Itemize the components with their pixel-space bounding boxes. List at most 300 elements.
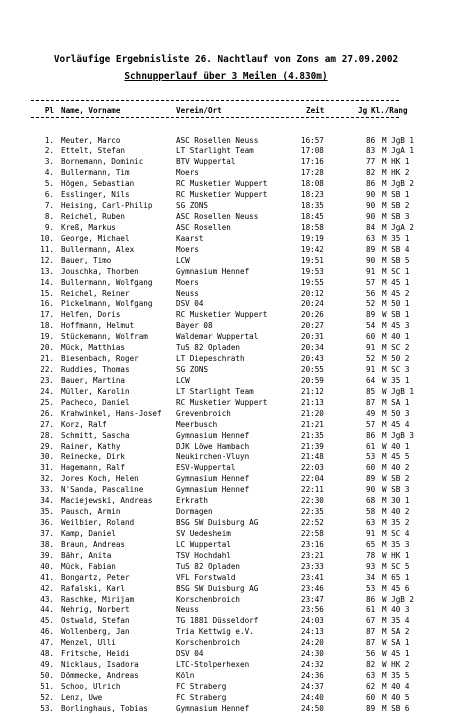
table-row: [0, 572, 452, 583]
table-row: [0, 222, 452, 233]
row-place: 14.: [40, 277, 54, 287]
row-club: RC Musketier Wuppert: [176, 179, 268, 189]
row-club: BTV Wuppertal: [176, 157, 236, 167]
row-club: LT Starlight Team: [176, 386, 254, 396]
row-class-rank: M JgA 1: [382, 146, 415, 156]
row-class-rank: M JgB 1: [382, 135, 415, 145]
row-class-rank: M SC 5: [382, 561, 410, 571]
row-time: 22:58: [301, 528, 324, 538]
row-place: 51.: [40, 682, 54, 691]
row-name: Bongartz, Peter: [61, 572, 130, 582]
row-year: 89: [366, 310, 376, 320]
row-year: 67: [366, 616, 376, 626]
row-club: TSV Hochdahl: [176, 550, 231, 560]
row-club: LT Starlight Team: [176, 146, 254, 156]
row-class-rank: M 35 1: [382, 233, 410, 243]
row-name: Högen, Sebastian: [61, 179, 135, 189]
row-club: Moers: [176, 277, 199, 287]
row-class-rank: M 45 2: [382, 288, 410, 298]
table-row: [0, 288, 452, 299]
table-row: [0, 550, 452, 561]
row-time: 20:26: [301, 310, 324, 320]
table-row: [0, 681, 452, 692]
row-place: 48.: [40, 649, 54, 659]
table-row: [0, 255, 452, 266]
row-time: 23:21: [301, 550, 324, 560]
table-row: [0, 408, 452, 419]
row-year: 93: [366, 561, 376, 571]
row-name: Korz, Ralf: [61, 419, 107, 429]
row-year: 77: [366, 157, 376, 167]
row-class-rank: M 45 4: [382, 419, 410, 429]
row-year: 34: [366, 572, 376, 582]
row-name: Jouschka, Thorben: [61, 266, 139, 276]
row-name: Helfen, Doris: [61, 310, 121, 320]
row-place: 1.: [44, 135, 54, 145]
row-time: 20:55: [301, 365, 324, 375]
row-place: 23.: [40, 375, 54, 385]
row-class-rank: M SC 2: [382, 343, 410, 353]
row-name: Ettelt, Stefan: [61, 146, 126, 156]
table-row: [0, 462, 452, 473]
row-name: Reinecke, Dirk: [61, 452, 126, 462]
row-year: 57: [366, 277, 376, 287]
row-club: ESV-Wuppertal: [176, 463, 236, 473]
row-year: 65: [366, 539, 376, 549]
row-name: Mück, Matthias: [61, 343, 126, 353]
row-name: Kamp, Daniel: [61, 528, 116, 538]
row-club: Moers: [176, 168, 199, 178]
row-time: 20:12: [301, 288, 324, 298]
row-name: Meuter, Marco: [61, 135, 121, 145]
table-row: [0, 495, 452, 506]
row-year: 78: [366, 550, 376, 560]
table-row: [0, 364, 452, 375]
row-club: Dormagen: [176, 507, 213, 517]
row-class-rank: M 40 3: [382, 605, 410, 615]
row-place: 41.: [40, 572, 54, 582]
row-club: TuS 82 Opladen: [176, 561, 241, 571]
row-class-rank: W 35 1: [382, 375, 410, 385]
row-club: LT Diepeschrath: [176, 354, 245, 364]
row-place: 36.: [40, 518, 54, 528]
table-row: [0, 517, 452, 528]
table-row: [0, 703, 452, 714]
row-year: 63: [366, 233, 376, 243]
row-name: N'Sanda, Pascaline: [61, 485, 144, 495]
row-place: 5.: [44, 179, 54, 189]
row-place: 43.: [40, 594, 54, 604]
row-name: Krahwinkel, Hans-Josef: [61, 408, 162, 418]
header-class-rank: Kl./Rang: [371, 106, 408, 115]
row-year: 49: [366, 408, 376, 418]
table-row: [0, 506, 452, 517]
row-class-rank: M 50 1: [382, 299, 410, 309]
header-rule-bottom: [31, 117, 399, 118]
row-time: 24:50: [301, 703, 324, 713]
row-time: 18:45: [301, 212, 324, 221]
row-place: 47.: [40, 638, 54, 648]
row-class-rank: M JgB 2: [382, 179, 415, 189]
row-class-rank: M 35 3: [382, 539, 410, 549]
row-time: 21:20: [301, 408, 324, 418]
row-year: 64: [366, 375, 376, 385]
row-class-rank: M JgA 2: [382, 222, 415, 232]
row-club: Kaarst: [176, 233, 204, 243]
row-time: 23:41: [301, 572, 324, 582]
row-class-rank: M 45 5: [382, 452, 410, 462]
row-name: Rainer, Kathy: [61, 441, 121, 451]
row-class-rank: M 35 4: [382, 616, 410, 626]
row-name: Reichel, Ruben: [61, 212, 126, 221]
row-name: Bauer, Timo: [61, 255, 112, 265]
row-club: TG 1881 Düsseldorf: [176, 616, 259, 626]
row-place: 45.: [40, 616, 54, 626]
row-name: Hagemann, Ralf: [61, 463, 126, 473]
row-place: 22.: [40, 365, 54, 375]
row-year: 82: [366, 168, 376, 178]
row-year: 63: [366, 518, 376, 528]
row-club: DSV 04: [176, 649, 204, 659]
row-club: Moers: [176, 244, 199, 254]
row-class-rank: W JgB 1: [382, 386, 415, 396]
row-place: 37.: [40, 528, 54, 538]
row-year: 90: [366, 212, 376, 221]
row-club: LC Wuppertal: [176, 539, 231, 549]
row-place: 24.: [40, 386, 54, 396]
row-place: 50.: [40, 671, 54, 681]
row-time: 24:03: [301, 616, 324, 626]
row-year: 85: [366, 386, 376, 396]
row-class-rank: W SA 1: [382, 638, 410, 648]
row-class-rank: W HK 1: [382, 550, 410, 560]
row-time: 18:08: [301, 179, 324, 189]
row-club: BSG SW Duisburg AG: [176, 518, 259, 528]
row-place: 42.: [40, 583, 54, 593]
row-year: 86: [366, 135, 376, 145]
row-year: 62: [366, 682, 376, 691]
row-class-rank: W SB 2: [382, 474, 410, 484]
row-year: 90: [366, 485, 376, 495]
row-time: 22:52: [301, 518, 324, 528]
row-place: 3.: [44, 157, 54, 167]
row-class-rank: M HK 1: [382, 157, 410, 167]
header-time: Zeit: [306, 106, 325, 115]
row-year: 91: [366, 266, 376, 276]
row-name: Esslinger, Nils: [61, 190, 130, 200]
table-row: [0, 353, 452, 364]
row-name: Fritsche, Heidi: [61, 649, 130, 659]
table-row: [0, 233, 452, 244]
row-place: 9.: [44, 222, 54, 232]
row-time: 18:58: [301, 222, 324, 232]
row-name: Mück, Fabian: [61, 561, 116, 571]
table-row: [0, 583, 452, 594]
row-name: Rafalski, Karl: [61, 583, 126, 593]
row-place: 10.: [40, 233, 54, 243]
row-place: 38.: [40, 539, 54, 549]
table-row: [0, 637, 452, 648]
row-name: Maciejewski, Andreas: [61, 496, 153, 506]
row-time: 17:28: [301, 168, 324, 178]
row-class-rank: M SC 1: [382, 266, 410, 276]
table-row: [0, 594, 452, 605]
row-time: 18:23: [301, 190, 324, 200]
document-title: Vorläufige Ergebnisliste 26. Nachtlauf von Zons am 27.09.2002: [53, 54, 399, 65]
row-club: LCW: [176, 255, 190, 265]
row-club: LCW: [176, 375, 190, 385]
table-row: [0, 473, 452, 484]
table-row: [0, 451, 452, 462]
row-time: 20:24: [301, 299, 324, 309]
table-row: [0, 528, 452, 539]
row-name: Heising, Carl-Philip: [61, 201, 153, 211]
row-place: 21.: [40, 354, 54, 364]
row-class-rank: M SC 3: [382, 365, 410, 375]
table-row: [0, 266, 452, 277]
row-time: 22:30: [301, 496, 324, 506]
table-row: [0, 342, 452, 353]
row-time: 21:48: [301, 452, 324, 462]
row-name: Braun, Andreas: [61, 539, 126, 549]
table-row: [0, 692, 452, 703]
row-place: 12.: [40, 255, 54, 265]
table-row: [0, 670, 452, 681]
row-class-rank: M 45 6: [382, 583, 410, 593]
row-name: Biesenbach, Roger: [61, 354, 139, 364]
row-year: 91: [366, 343, 376, 353]
row-class-rank: M 40 2: [382, 463, 410, 473]
table-row: [0, 200, 452, 211]
row-class-rank: M SB 2: [382, 201, 410, 211]
row-place: 25.: [40, 397, 54, 407]
row-class-rank: M 30 1: [382, 496, 410, 506]
row-year: 56: [366, 649, 376, 659]
row-place: 15.: [40, 288, 54, 298]
row-time: 18:35: [301, 201, 324, 211]
row-year: 87: [366, 638, 376, 648]
row-club: Gymnasium Hennef: [176, 474, 250, 484]
row-year: 58: [366, 507, 376, 517]
row-year: 86: [366, 594, 376, 604]
row-class-rank: M 40 5: [382, 692, 410, 702]
row-year: 52: [366, 299, 376, 309]
row-time: 20:59: [301, 375, 324, 385]
row-time: 20:43: [301, 354, 324, 364]
row-time: 22:04: [301, 474, 324, 484]
row-place: 39.: [40, 550, 54, 560]
row-name: Weilbier, Roland: [61, 518, 135, 528]
row-class-rank: M 50 3: [382, 408, 410, 418]
row-place: 7.: [44, 201, 54, 211]
table-row: [0, 178, 452, 189]
row-place: 27.: [40, 419, 54, 429]
row-place: 35.: [40, 507, 54, 517]
row-time: 20:27: [301, 321, 324, 331]
row-place: 2.: [44, 146, 54, 156]
race-subtitle: Schnupperlauf über 3 Meilen (4.830m): [124, 71, 328, 82]
row-club: Waldemar Wuppertal: [176, 332, 259, 342]
row-time: 23:33: [301, 561, 324, 571]
row-place: 6.: [44, 190, 54, 200]
row-time: 24:40: [301, 692, 324, 702]
row-time: 23:16: [301, 539, 324, 549]
row-class-rank: W SB 3: [382, 485, 410, 495]
row-name: Menzel, Ulli: [61, 638, 116, 648]
table-row: [0, 397, 452, 408]
row-place: 49.: [40, 660, 54, 670]
table-row: [0, 298, 452, 309]
table-row: [0, 331, 452, 342]
row-class-rank: M SB 5: [382, 255, 410, 265]
row-class-rank: M HK 2: [382, 168, 410, 178]
row-club: RC Musketier Wuppert: [176, 310, 268, 320]
row-place: 30.: [40, 452, 54, 462]
row-name: Nicklaus, Isadora: [61, 660, 139, 670]
table-row: [0, 484, 452, 495]
row-place: 29.: [40, 441, 54, 451]
row-club: Meerbusch: [176, 419, 218, 429]
row-name: Kreß, Markus: [61, 222, 116, 232]
row-year: 90: [366, 190, 376, 200]
row-class-rank: M 45 3: [382, 321, 410, 331]
row-place: 17.: [40, 310, 54, 320]
row-name: Borlinghaus, Tobias: [61, 703, 148, 713]
row-club: Erkrath: [176, 496, 209, 506]
row-year: 91: [366, 528, 376, 538]
row-place: 53.: [40, 703, 54, 713]
header-name: Name, Vorname: [61, 106, 121, 115]
row-year: 60: [366, 332, 376, 342]
row-club: FC Straberg: [176, 682, 227, 691]
table-row: [0, 430, 452, 441]
row-club: Gymnasium Hennef: [176, 703, 250, 713]
row-club: SG ZONS: [176, 201, 209, 211]
row-time: 16:57: [301, 135, 324, 145]
row-club: DJK Löwe Hambach: [176, 441, 250, 451]
row-club: Korschenbroich: [176, 638, 241, 648]
row-name: Bauer, Martina: [61, 375, 126, 385]
table-row: [0, 386, 452, 397]
row-class-rank: M SC 4: [382, 528, 410, 538]
row-year: 63: [366, 671, 376, 681]
table-header: [0, 105, 452, 116]
row-club: TuS 82 Opladen: [176, 343, 241, 353]
row-year: 68: [366, 496, 376, 506]
row-class-rank: M 35 2: [382, 518, 410, 528]
row-class-rank: M 45 1: [382, 277, 410, 287]
row-place: 18.: [40, 321, 54, 331]
row-place: 20.: [40, 343, 54, 353]
header-club: Verein/Ort: [176, 106, 222, 115]
row-time: 24:20: [301, 638, 324, 648]
row-time: 19:53: [301, 266, 324, 276]
row-name: Jores Koch, Helen: [61, 474, 139, 484]
row-year: 60: [366, 463, 376, 473]
table-row: [0, 135, 452, 146]
row-name: Müller, Karolin: [61, 386, 130, 396]
row-place: 16.: [40, 299, 54, 309]
table-row: [0, 320, 452, 331]
row-time: 21:13: [301, 397, 324, 407]
row-time: 22:03: [301, 463, 324, 473]
row-class-rank: M SA 1: [382, 397, 410, 407]
row-time: 22:35: [301, 507, 324, 517]
row-place: 34.: [40, 496, 54, 506]
row-name: George, Michael: [61, 233, 130, 243]
table-row: [0, 156, 452, 167]
row-time: 21:21: [301, 419, 324, 429]
row-year: 83: [366, 146, 376, 156]
row-class-rank: W SB 1: [382, 310, 410, 320]
row-year: 56: [366, 288, 376, 298]
row-time: 19:19: [301, 233, 324, 243]
row-name: Bullermann, Alex: [61, 244, 135, 254]
table-row: [0, 244, 452, 255]
table-row: [0, 375, 452, 386]
row-club: LTC-Stolperhexen: [176, 660, 250, 670]
row-time: 20:31: [301, 332, 324, 342]
row-club: ASC Rosellen Neuss: [176, 135, 259, 145]
header-rule-top: [31, 100, 399, 101]
row-name: Pickelmann, Wolfgang: [61, 299, 153, 309]
row-place: 33.: [40, 485, 54, 495]
row-year: 87: [366, 397, 376, 407]
row-club: RC Musketier Wuppert: [176, 397, 268, 407]
row-name: Hoffmann, Helmut: [61, 321, 135, 331]
row-year: 91: [366, 365, 376, 375]
row-club: FC Straberg: [176, 692, 227, 702]
row-year: 90: [366, 255, 376, 265]
row-year: 54: [366, 321, 376, 331]
row-name: Wollenberg, Jan: [61, 627, 130, 637]
row-name: Nehrig, Norbert: [61, 605, 130, 615]
row-time: 24:37: [301, 682, 324, 691]
row-time: 24:36: [301, 671, 324, 681]
header-year: Jg: [358, 106, 368, 115]
row-club: Gymnasium Hennef: [176, 485, 250, 495]
row-class-rank: W 45 1: [382, 649, 410, 659]
row-club: VFL Forstwald: [176, 572, 236, 582]
row-place: 8.: [44, 212, 54, 221]
table-row: [0, 189, 452, 200]
row-time: 21:39: [301, 441, 324, 451]
row-class-rank: M 50 2: [382, 354, 410, 364]
row-year: 90: [366, 201, 376, 211]
table-row: [0, 604, 452, 615]
row-class-rank: M JgB 3: [382, 430, 415, 440]
row-name: Bullermann, Tim: [61, 168, 130, 178]
row-time: 19:42: [301, 244, 324, 254]
row-club: ASC Rosellen Neuss: [176, 212, 259, 221]
row-year: 82: [366, 660, 376, 670]
row-class-rank: M 65 1: [382, 572, 410, 582]
row-time: 17:08: [301, 146, 324, 156]
row-name: Bullermann, Wolfgang: [61, 277, 153, 287]
row-club: Bayer 08: [176, 321, 213, 331]
row-club: RC Musketier Wuppert: [176, 190, 268, 200]
row-club: Korschenbroich: [176, 594, 241, 604]
row-place: 4.: [44, 168, 54, 178]
row-class-rank: M SB 4: [382, 244, 410, 254]
row-name: Bähr, Anita: [61, 550, 112, 560]
row-class-rank: M 40 2: [382, 507, 410, 517]
table-row: [0, 539, 452, 550]
row-year: 89: [366, 244, 376, 254]
row-class-rank: W JgB 2: [382, 594, 415, 604]
table-row: [0, 615, 452, 626]
row-year: 87: [366, 627, 376, 637]
